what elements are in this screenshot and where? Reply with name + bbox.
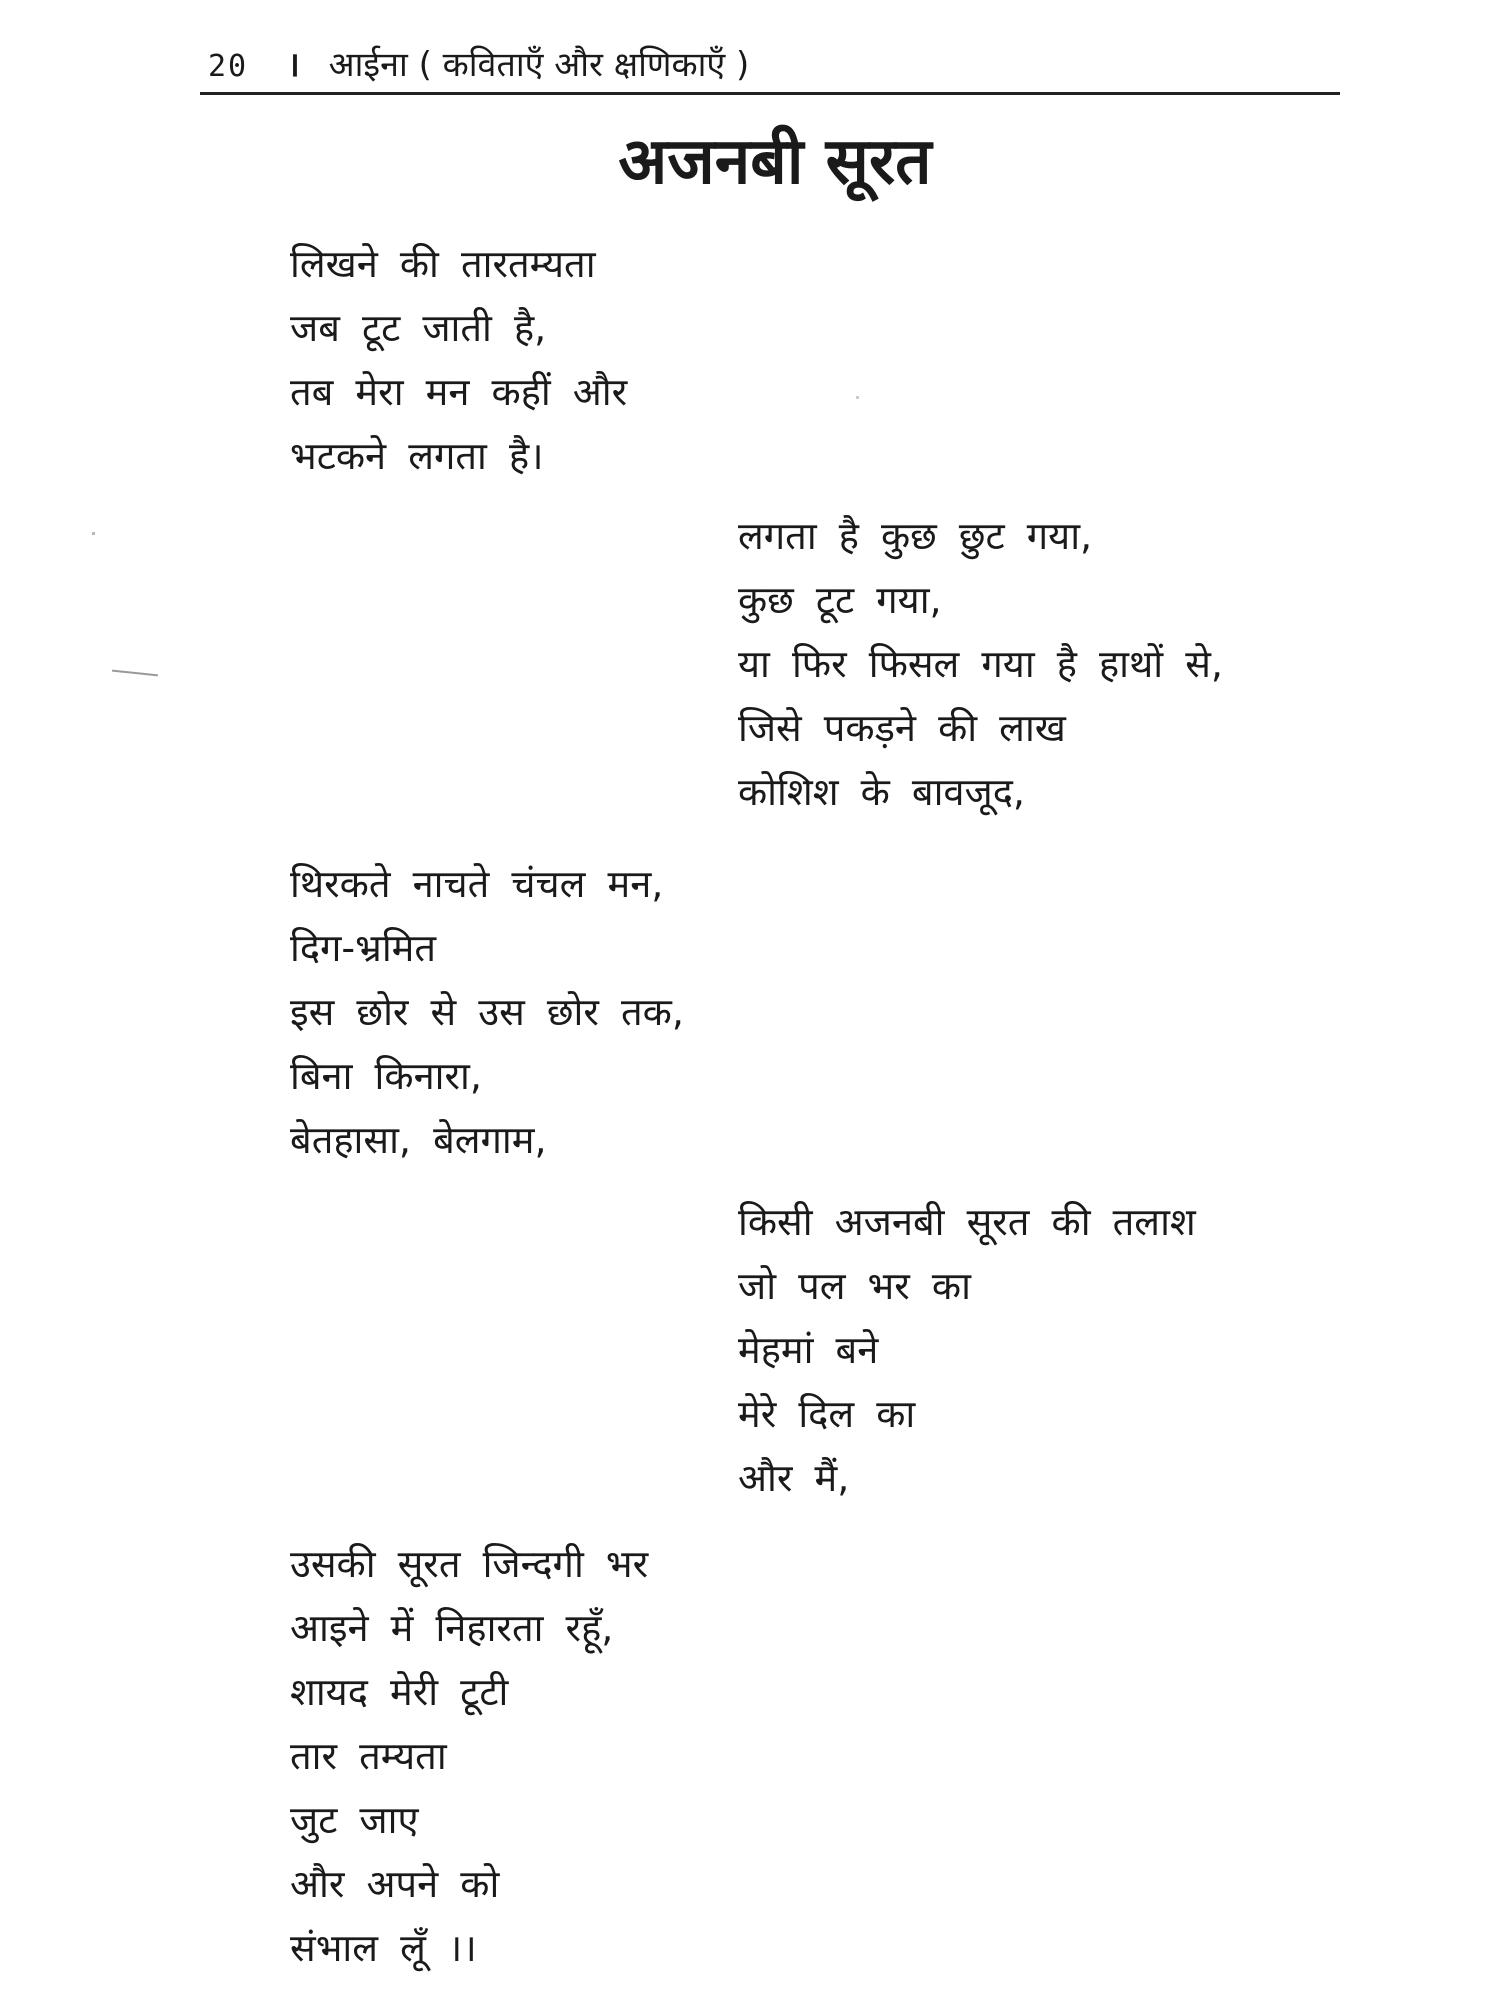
scan-mark (112, 670, 158, 677)
poem-line: तब मेरा मन कहीं और (290, 370, 628, 414)
scan-dot (92, 532, 95, 535)
poem-line: थिरकते नाचते चंचल मन, (290, 862, 664, 906)
poem-line: जो पल भर का (738, 1264, 971, 1308)
poem-line: शायद मेरी टूटी (290, 1670, 509, 1714)
poem-line: मेहमां बने (738, 1328, 879, 1372)
stanza-5 (290, 1532, 648, 1980)
book-title: आईना ( कविताएँ और क्षणिकाएँ ) (328, 45, 750, 85)
poem-line: जब टूट जाती है, (290, 306, 547, 350)
header-rule (200, 92, 1340, 95)
scan-dot (856, 396, 859, 399)
poem-line: उसकी सूरत जिन्दगी भर (290, 1542, 649, 1586)
poem-line: और मैं, (738, 1456, 850, 1500)
poem-line: दिग-भ्रमित (290, 926, 437, 970)
stanza-1 (290, 232, 627, 488)
stanza-2 (738, 504, 1223, 824)
poem-line: मेरे दिल का (738, 1392, 916, 1436)
poem-line: लगता है कुछ छुट गया, (738, 514, 1093, 558)
poem-line: या फिर फिसल गया है हाथों से, (738, 642, 1223, 686)
poem-line: संभाल लूँ ।। (290, 1926, 477, 1970)
poem-line: किसी अजनबी सूरत की तलाश (738, 1200, 1196, 1244)
poem-title: अजनबी सूरत (618, 125, 932, 199)
poem-line: आइने में निहारता रहूँ, (290, 1606, 614, 1650)
poem-line: बिना किनारा, (290, 1054, 482, 1098)
poem-line: बेतहासा, बेलगाम, (290, 1118, 547, 1162)
header-separator: । (286, 45, 300, 85)
page-number: 20 (208, 49, 249, 84)
poem-line: कोशिश के बावजूद, (738, 770, 1026, 814)
poem-line: जुट जाए (290, 1798, 419, 1842)
poem-line: लिखने की तारतम्यता (290, 242, 596, 286)
poem-line: जिसे पकड़ने की लाख (738, 706, 1066, 750)
poem-line: तार तम्यता (290, 1734, 447, 1778)
stanza-3 (290, 852, 684, 1172)
running-header (208, 40, 1338, 90)
poem-line: कुछ टूट गया, (738, 578, 942, 622)
poem-line: और अपने को (290, 1862, 500, 1906)
stanza-4 (738, 1190, 1196, 1510)
poem-line: भटकने लगता है। (290, 434, 544, 478)
poem-line: इस छोर से उस छोर तक, (290, 990, 684, 1034)
